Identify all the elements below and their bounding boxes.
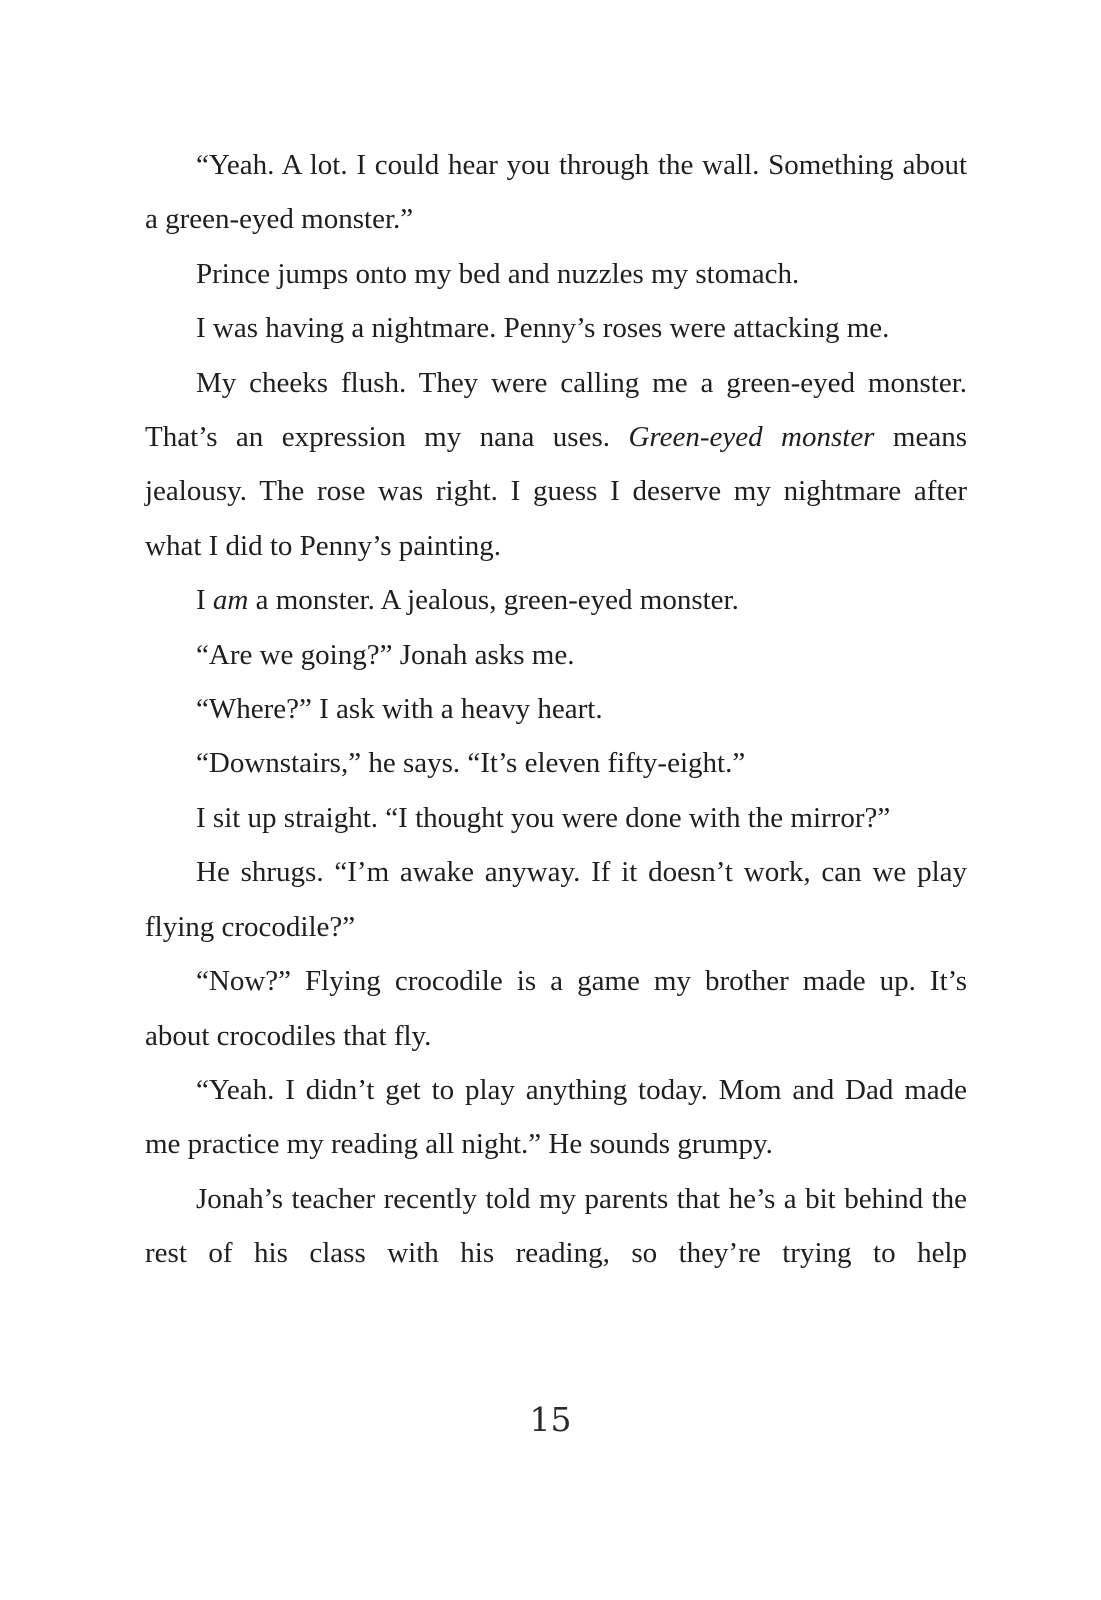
paragraph-11: “Now?” Flying crocodile is a game my brother made up. It’s about crocodiles that fly. (145, 965, 967, 1052)
paragraph-6: “Are we going?” Jonah asks me. (196, 638, 575, 671)
paragraph-5-text-end: a monster. A jealous, green-eyed monster. (248, 584, 739, 617)
paragraph-4-text: My cheeks flush. They were calling me a green-eyed monster. That’s an expression my nana uses. (145, 366, 967, 454)
paragraph-12: “Yeah. I didn’t get to play anything today. Mom and Dad made me practice my reading all night.” He sounds grumpy. (145, 1073, 967, 1161)
paragraph-4 (145, 356, 967, 574)
paragraph-5-italic: am (212, 584, 249, 617)
paragraph-2: Prince jumps onto my bed and nuzzles my stomach. (196, 257, 800, 290)
paragraph-10: He shrugs. “I’m awake anyway. If it doesn’t work, can we play flying crocodile?” (145, 856, 967, 943)
paragraph-5 (145, 573, 967, 627)
paragraph-7: “Where?” I ask with a heavy heart. (196, 693, 603, 726)
body-text (145, 138, 967, 1281)
paragraph-4-italic: Green-eyed monster (628, 421, 875, 454)
paragraph-5-text: I (196, 584, 213, 617)
paragraph-8: “Downstairs,” he says. “It’s eleven fifty-eight.” (196, 747, 746, 780)
paragraph-3: I was having a nightmare. Penny’s roses were attacking me. (196, 312, 890, 345)
paragraph-13: Jonah’s teacher recently told my parents that he’s a bit behind the rest of his class with his reading, so they’re trying to help (145, 1182, 967, 1270)
paragraph-9: I sit up straight. “I thought you were done with the mirror?” (196, 801, 891, 834)
page-number: 15 (529, 1400, 572, 1439)
paragraph-1: “Yeah. A lot. I could hear you through the wall. Something about a green-eyed monster.” (145, 149, 967, 236)
paragraph-4-text-end: means jealousy. The rose was right. I guess I deserve my nightmare after what I did to Penny’s painting. (145, 421, 967, 562)
